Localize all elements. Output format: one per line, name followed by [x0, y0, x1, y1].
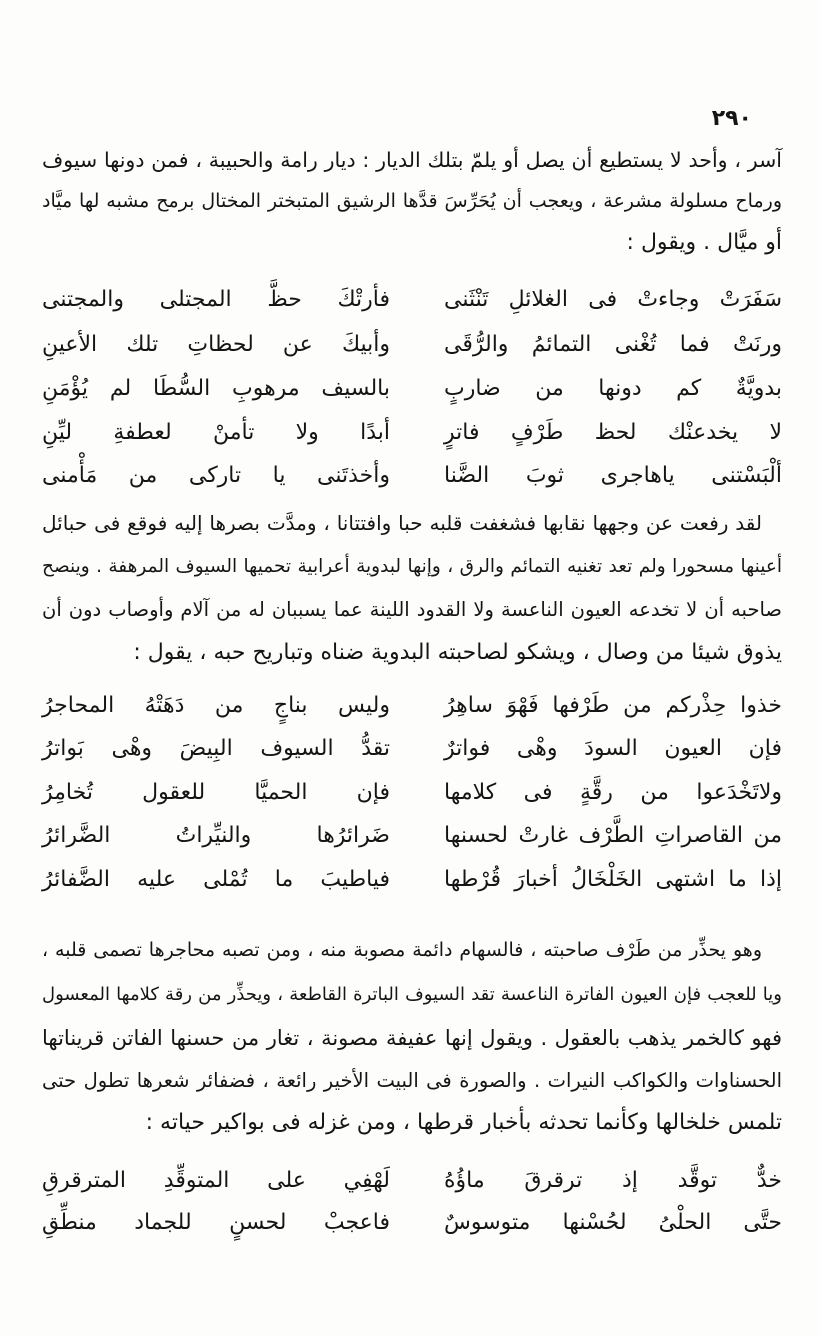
verse-first-hemistich: خدٌّ توقَّد إذ ترقرقَ ماؤُهُ — [444, 1168, 782, 1193]
verse-second-hemistich: فإن الحميَّا للعقول تُخامِرُ — [42, 780, 390, 805]
paragraph-line: تلمس خلخالها وكأنما تحدثه بأخبار قرطها ، ومن غزله فى بواكير حياته : — [145, 1110, 782, 1135]
verse-first-hemistich: خذوا حِذْركم من طَرْفها فَهْوَ ساهِرُ — [444, 693, 782, 718]
verse-first-hemistich: ألْبَسْتنى ياهاجرى ثوبَ الضَّنا — [444, 463, 782, 488]
verse-first-hemistich: من القاصراتِ الطَّرْف غارتْ لحسنها — [444, 823, 782, 848]
paragraph-line: ويا للعجب فإن العيون الفاترة الناعسة تقد السيوف الباترة القاطعة ، ويحذِّر من رقة كلامها المعسول — [42, 984, 782, 1005]
verse-first-hemistich: بدويَّةٌ كم دونها من ضاربٍ — [444, 376, 782, 401]
verse-second-hemistich: فأرتْكَ حظَّ المجتلى والمجتنى — [42, 287, 390, 312]
paragraph-line: الحسناوات والكواكب النيرات . والصورة فى البيت الأخير رائعة ، فضفائر شعرها تطول حتى — [42, 1069, 782, 1092]
verse-first-hemistich: إذا ما اشتهى الخَلْخَالُ أخبارَ قُرْطها — [444, 867, 782, 892]
verse-second-hemistich: ضَرائرُها والنيِّراتُ الضَّرائرُ — [42, 823, 390, 848]
paragraph-line: أو ميَّال . ويقول : — [626, 230, 782, 255]
paragraph-line: ورماح مسلولة مشرعة ، ويعجب أن يُحَرِّسَ قدَّها الرشيق المتبختر المختال برمح مشبه لها ميَّاد — [42, 190, 782, 212]
paragraph-line: أعينها مسحورا ولم تعد تغنيه التمائم والرق ، وإنها لبدوية أعرابية تحميها السيوف المرهفة . وينصح — [42, 556, 782, 577]
verse-first-hemistich: فإن العيون السودَ وهْى فواترٌ — [444, 736, 782, 761]
paragraph-line: آسر ، وأحد لا يستطيع أن يصل أو يلمّ بتلك الديار : ديار رامة والحبيبة ، فمن دونها سيوف — [42, 148, 782, 172]
verse-second-hemistich: تقدُّ السيوف البِيضَ وهْى بَواترُ — [42, 736, 390, 761]
paragraph-line: يذوق شيئا من وصال ، ويشكو لصاحبته البدوية ضناه وتباريح حبه ، يقول : — [133, 640, 782, 665]
page-number: ٢٩٠ — [711, 106, 752, 131]
verse-second-hemistich: وأخذتَنى يا تاركى من مَأْمنى — [42, 463, 390, 488]
paragraph-line: وهو يحذِّر من طَرْف صاحبته ، فالسهام دائمة مصوبة منه ، ومن تصبه محاجرها تصمى قلبه ، — [42, 939, 762, 961]
paragraph-line: صاحبه أن لا تخدعه العيون الناعسة ولا القدود اللينة عما يسببان له من آلام وأوصاب دون أن — [42, 598, 782, 621]
verse-second-hemistich: فاعجبْ لحسنٍ للجماد منطِّقِ — [42, 1210, 390, 1235]
verse-first-hemistich: لا يخدعنْك لحظ طَرْفٍ فاترٍ — [444, 420, 782, 445]
paragraph-line: فهو كالخمر يذهب بالعقول . ويقول إنها عفيفة مصونة ، تغار من حسنها الفاتن قريناتها — [42, 1026, 782, 1050]
verse-first-hemistich: حتَّى الحلْىُ لحُسْنها متوسوسٌ — [444, 1210, 782, 1235]
verse-second-hemistich: لَهْفِي على المتوقِّدِ المترقرقِ — [42, 1168, 390, 1193]
verse-second-hemistich: أبدًا ولا تأمنْ لعطفةِ ليِّنِ — [42, 420, 390, 445]
verse-first-hemistich: سَفَرَتْ وجاءتْ فى الغلائلِ تَنْثَنى — [444, 287, 782, 312]
verse-first-hemistich: ورنَتْ فما تُغْنى التمائمُ والرُّقَى — [444, 332, 782, 357]
verse-second-hemistich: وأبيكَ عن لحظاتِ تلك الأعينِ — [42, 332, 390, 357]
verse-second-hemistich: وليس بناجٍ من دَهَتْهُ المحاجرُ — [42, 693, 390, 718]
verse-first-hemistich: ولاتَخْدَعوا من رقَّةٍ فى كلامها — [444, 780, 782, 805]
verse-second-hemistich: بالسيف مرهوبِ السُّطَا لم يُؤْمَنِ — [42, 376, 390, 401]
verse-second-hemistich: فياطيبَ ما تُمْلى عليه الضَّفائرُ — [42, 867, 390, 892]
paragraph-line: لقد رفعت عن وجهها نقابها فشغفت قلبه حبا وافتتانا ، ومدَّت بصرها إليه فوقع فى حبائل — [42, 511, 762, 535]
